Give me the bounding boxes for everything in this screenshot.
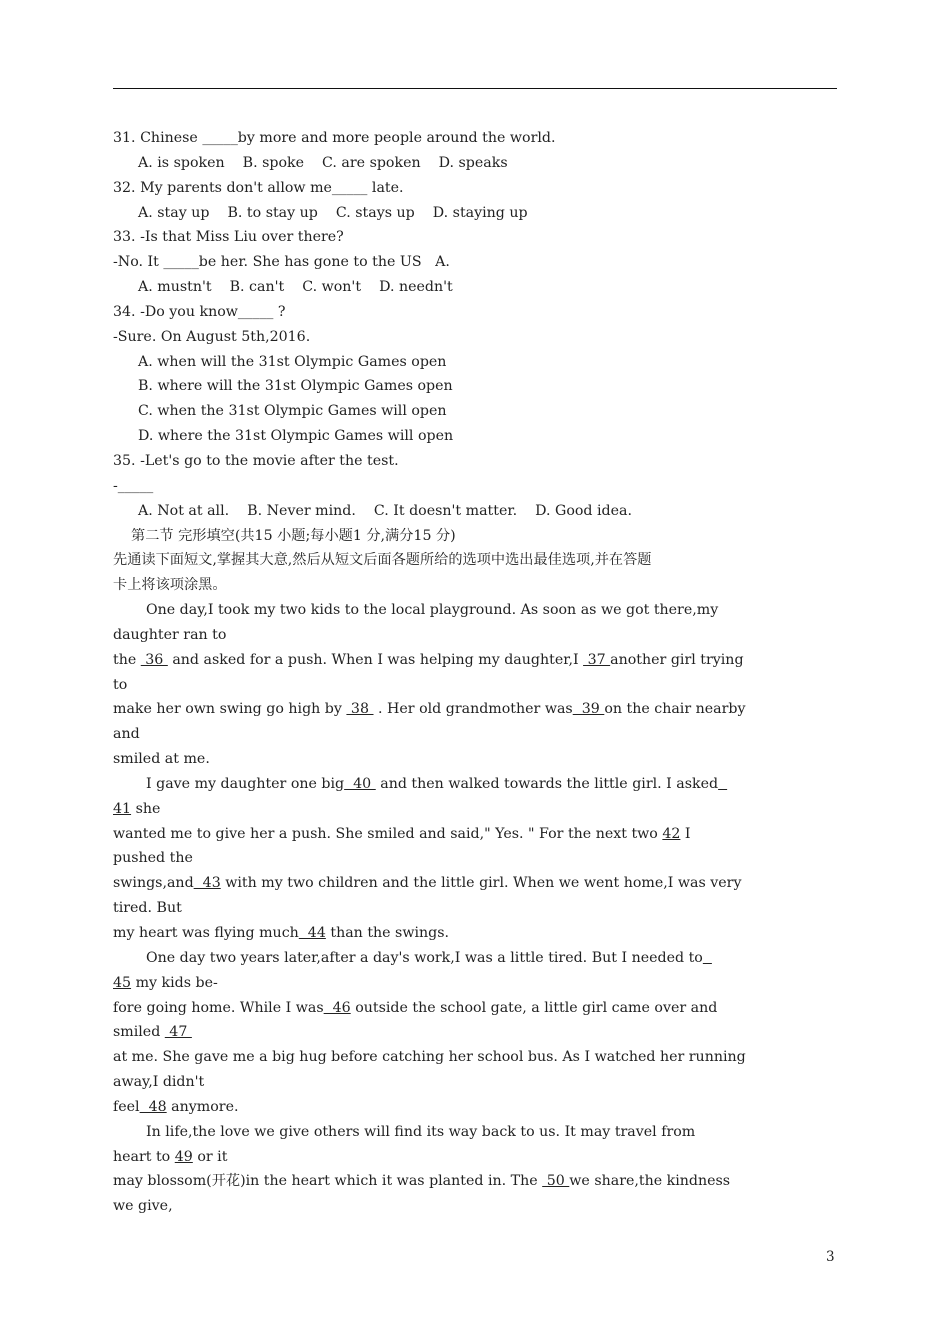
- passage-text: and then walked towards the little girl. I asked: [375, 775, 719, 792]
- blank-45-lead: [703, 950, 712, 966]
- passage-line: to: [113, 676, 128, 693]
- blank-36: 36: [140, 651, 168, 668]
- passage-line: [113, 921, 839, 946]
- passage-text: we share,the kindness: [569, 1173, 731, 1190]
- passage-line: [113, 822, 839, 847]
- passage-text: heart to: [113, 1148, 175, 1165]
- blank-39: 39: [572, 701, 605, 718]
- passage-line: [113, 971, 839, 996]
- passage-text: the: [113, 651, 141, 668]
- passage-line: and: [113, 726, 140, 743]
- question-31-options: A. is spoken B. spoke C. are spoken D. speaks: [138, 154, 508, 171]
- passage-text: One day two years later,after a day's work,I was a little tired. But I needed to: [146, 949, 703, 966]
- blank-41: 41: [113, 800, 132, 817]
- blank-43: 43: [193, 875, 221, 892]
- passage-line: [113, 697, 839, 722]
- passage-line: daughter ran to: [113, 626, 227, 643]
- passage-text: on the chair nearby: [604, 701, 746, 718]
- blank-47: 47: [164, 1024, 192, 1041]
- question-31-stem: 31. Chinese _____by more and more people around the world.: [113, 130, 556, 146]
- passage-text: she: [131, 800, 161, 817]
- blank-45: 45: [113, 974, 132, 991]
- passage-line: we give,: [113, 1198, 173, 1215]
- section-heading: 第二节 完形填空(共15 小题;每小题1 分,满分15 分): [131, 527, 456, 544]
- blank-49: 49: [174, 1148, 193, 1165]
- passage-line: One day,I took my two kids to the local playground. As soon as we got there,my: [146, 602, 719, 619]
- question-35-reply: -_____: [113, 477, 154, 494]
- passage-text: I gave my daughter one big: [146, 775, 345, 792]
- question-33-options: A. mustn't B. can't C. won't D. needn't: [138, 279, 453, 296]
- passage-line: at me. She gave me a big hug before catching her school bus. As I watched her running: [113, 1049, 746, 1066]
- passage-text: may blossom(开花)in the heart which it was planted in. The: [113, 1173, 543, 1190]
- blank-50: 50: [542, 1173, 570, 1190]
- question-35-options: A. Not at all. B. Never mind. C. It doesn't matter. D. Good idea.: [138, 502, 632, 519]
- passage-text: swings,and: [113, 875, 194, 892]
- passage-text: than the swings.: [325, 925, 450, 941]
- passage-text: or it: [192, 1148, 228, 1165]
- passage-text: my heart was flying much: [113, 925, 299, 941]
- question-34-option-d: D. where the 31st Olympic Games will open: [138, 428, 454, 445]
- passage-line: tired. But: [113, 900, 182, 917]
- passage-line: [113, 797, 839, 822]
- passage-line: [113, 1020, 839, 1045]
- section-instruction: 卡上将该项涂黑。: [113, 577, 227, 594]
- header-rule: [113, 88, 837, 89]
- passage-line: In life,the love we give others will find its way back to us. It may travel from: [146, 1123, 696, 1140]
- passage-text: feel: [113, 1098, 140, 1115]
- passage-text: I: [680, 825, 691, 842]
- question-34-option-c: C. when the 31st Olympic Games will open: [138, 403, 447, 420]
- passage-text: fore going home. While I was: [113, 999, 324, 1016]
- passage-text: and asked for a push. When I was helping my daughter,I: [167, 651, 584, 668]
- question-32-options: A. stay up B. to stay up C. stays up D. staying up: [138, 204, 528, 221]
- blank-37: 37: [583, 651, 611, 668]
- blank-46: 46: [323, 999, 351, 1016]
- passage-line: [113, 772, 839, 797]
- blank-42: 42: [662, 825, 681, 842]
- blank-48: 48: [139, 1098, 167, 1115]
- page-number: 3: [826, 1249, 835, 1265]
- question-34-stem: 34. -Do you know_____ ?: [113, 303, 286, 320]
- question-33-stem: 33. -Is that Miss Liu over there?: [113, 229, 344, 246]
- passage-text: smiled: [113, 1024, 165, 1041]
- passage-line: smiled at me.: [113, 751, 210, 768]
- passage-line: [113, 996, 839, 1021]
- question-34-reply: -Sure. On August 5th,2016.: [113, 328, 311, 345]
- passage-text: with my two children and the little girl. When we went home,I was very: [220, 875, 742, 892]
- section-instruction: 先通读下面短文,掌握其大意,然后从短文后面各题所给的选项中选出最佳选项,并在答题: [113, 552, 652, 569]
- passage-line: [113, 648, 839, 673]
- passage-text: wanted me to give her a push. She smiled and said," Yes. " For the next two: [113, 825, 663, 842]
- passage-line: [113, 1145, 839, 1170]
- question-34-option-b: B. where will the 31st Olympic Games open: [138, 378, 453, 395]
- passage-text: . Her old grandmother was: [373, 701, 573, 718]
- passage-line: [113, 1169, 839, 1194]
- passage-line: pushed the: [113, 850, 193, 867]
- question-33-reply: -No. It _____be her. She has gone to the US A.: [113, 254, 450, 271]
- question-34-option-a: A. when will the 31st Olympic Games open: [138, 353, 447, 370]
- exam-content: [113, 126, 839, 1219]
- passage-text: anymore.: [166, 1098, 239, 1115]
- passage-text: another girl trying: [610, 651, 744, 668]
- question-32-stem: 32. My parents don't allow me_____ late.: [113, 179, 404, 196]
- blank-44: 44: [298, 925, 326, 941]
- question-35-stem: 35. -Let's go to the movie after the test.: [113, 452, 399, 469]
- passage-text: make her own swing go high by: [113, 701, 347, 718]
- blank-41-lead: [718, 776, 727, 792]
- passage-line: [113, 871, 839, 896]
- passage-line: [113, 946, 839, 971]
- passage-line: [113, 1095, 839, 1120]
- blank-40: 40: [344, 775, 376, 792]
- blank-38: 38: [346, 701, 374, 718]
- passage-line: away,I didn't: [113, 1074, 205, 1091]
- passage-text: my kids be-: [131, 974, 218, 991]
- passage-text: outside the school gate, a little girl came over and: [350, 999, 718, 1016]
